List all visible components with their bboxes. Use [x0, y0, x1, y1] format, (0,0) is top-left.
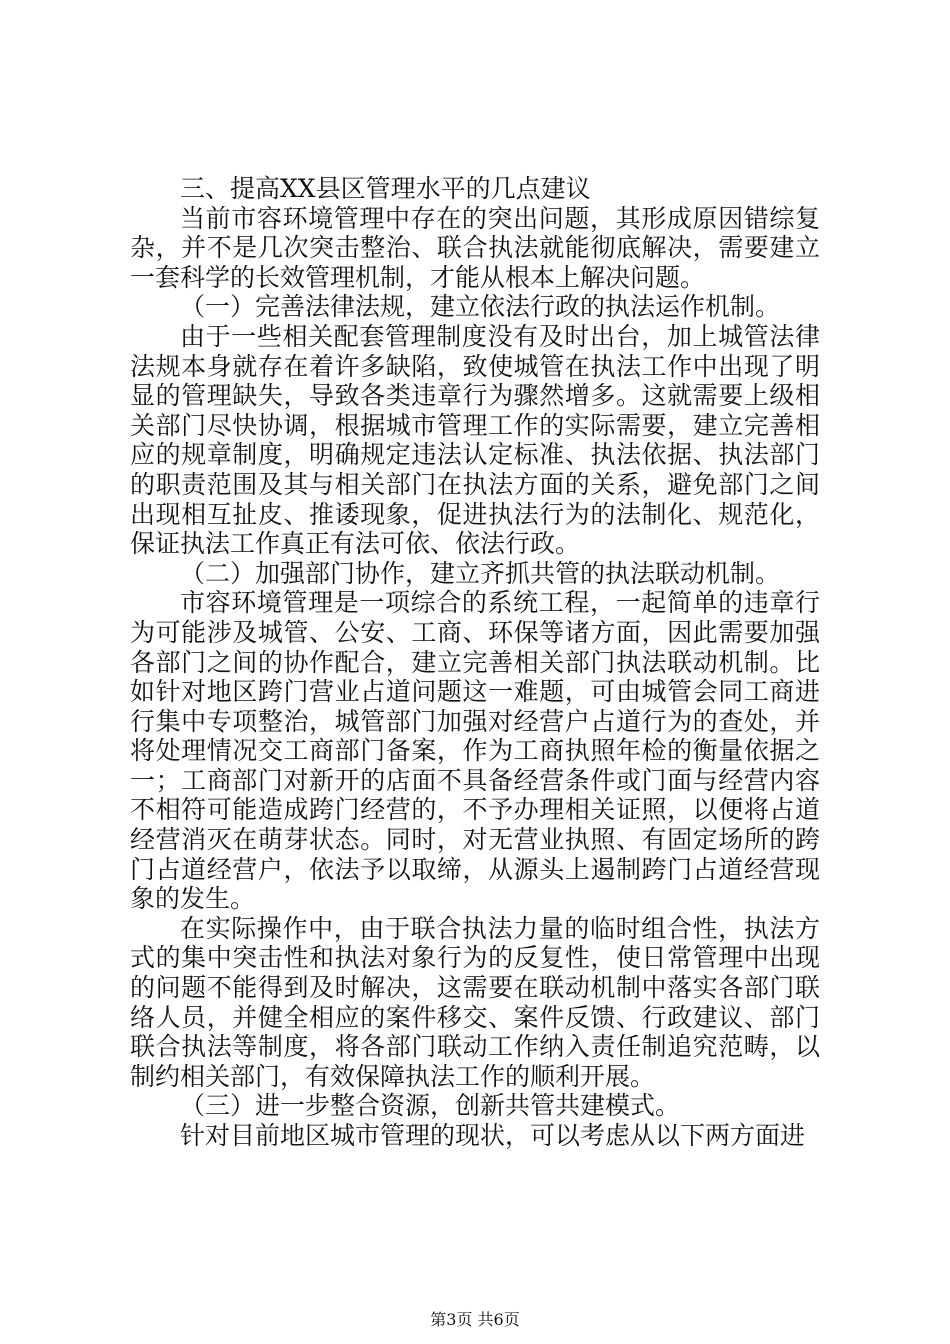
text-line: 不相符可能造成跨门经营的，不予办理相关证照，以便将占道	[130, 795, 820, 825]
text-line: 一套科学的长效管理机制，才能从根本上解决问题。	[130, 262, 706, 292]
text-line: 出现相互扯皮、推诿现象，促进执法行为的法制化、规范化，	[130, 499, 820, 529]
text-line: 将处理情况交工商部门备案，作为工商执照年检的衡量依据之	[130, 736, 820, 766]
text-line: 的问题不能得到及时解决，这需要在联动机制中落实各部门联	[130, 973, 820, 1003]
text-line: 经营消灭在萌芽状态。同时，对无营业执照、有固定场所的跨	[130, 825, 820, 855]
text-line: （二）加强部门协作，建立齐抓共管的执法联动机制。	[180, 558, 781, 588]
text-line: 一；工商部门对新开的店面不具备经营条件或门面与经营内容	[130, 765, 820, 795]
text-line: 各部门之间的协作配合，建立完善相关部门执法联动机制。比	[130, 647, 820, 677]
text-line: 联合执法等制度，将各部门联动工作纳入责任制追究范畴，以	[130, 1032, 820, 1062]
text-line: 制约相关部门，有效保障执法工作的顺利开展。	[130, 1061, 656, 1091]
text-line: 由于一些相关配套管理制度没有及时出台，加上城管法律	[180, 321, 820, 351]
text-line: 的职责范围及其与相关部门在执法方面的关系，避免部门之间	[130, 469, 820, 499]
text-line: 为可能涉及城管、公安、工商、环保等诸方面，因此需要加强	[130, 617, 820, 647]
text-line: （三）进一步整合资源，创新共管共建模式。	[180, 1091, 681, 1121]
text-line: 针对目前地区城市管理的现状，可以考虑从以下两方面进	[180, 1121, 806, 1150]
text-line: （一）完善法律法规，建立依法行政的执法运作机制。	[180, 292, 781, 322]
text-line: 显的管理缺失，导致各类违章行为骤然增多。这就需要上级相	[130, 381, 820, 411]
page-footer: 第3页 共6页	[430, 1310, 520, 1329]
text-line: 络人员，并健全相应的案件移交、案件反馈、行政建议、部门	[130, 1002, 820, 1032]
text-line: 法规本身就存在着许多缺陷，致使城管在执法工作中出现了明	[130, 351, 820, 381]
text-line: 如针对地区跨门营业占道问题这一难题，可由城管会同工商进	[130, 677, 820, 707]
text-line: 象的发生。	[130, 884, 256, 914]
text-line: 应的规章制度，明确规定违法认定标准、执法依据、执法部门	[130, 440, 820, 470]
text-line: 三、提高XX县区管理水平的几点建议	[180, 174, 591, 203]
text-line: 在实际操作中，由于联合执法力量的临时组合性，执法方	[180, 913, 820, 943]
text-line: 式的集中突击性和执法对象行为的反复性，使日常管理中出现	[130, 943, 820, 973]
text-line: 杂，并不是几次突击整治、联合执法就能彻底解决，需要建立	[130, 233, 820, 263]
text-line: 门占道经营户，依法予以取缔，从源头上遏制跨门占道经营现	[130, 854, 820, 884]
text-line: 保证执法工作真正有法可依、依法行政。	[130, 529, 581, 559]
text-line: 关部门尽快协调，根据城市管理工作的实际需要，建立完善相	[130, 410, 820, 440]
text-line: 行集中专项整治，城管部门加强对经营户占道行为的查处，并	[130, 706, 820, 736]
text-line: 市容环境管理是一项综合的系统工程，一起简单的违章行	[180, 588, 820, 618]
text-line: 当前市容环境管理中存在的突出问题，其形成原因错综复	[180, 203, 820, 233]
document-body	[130, 174, 820, 1151]
